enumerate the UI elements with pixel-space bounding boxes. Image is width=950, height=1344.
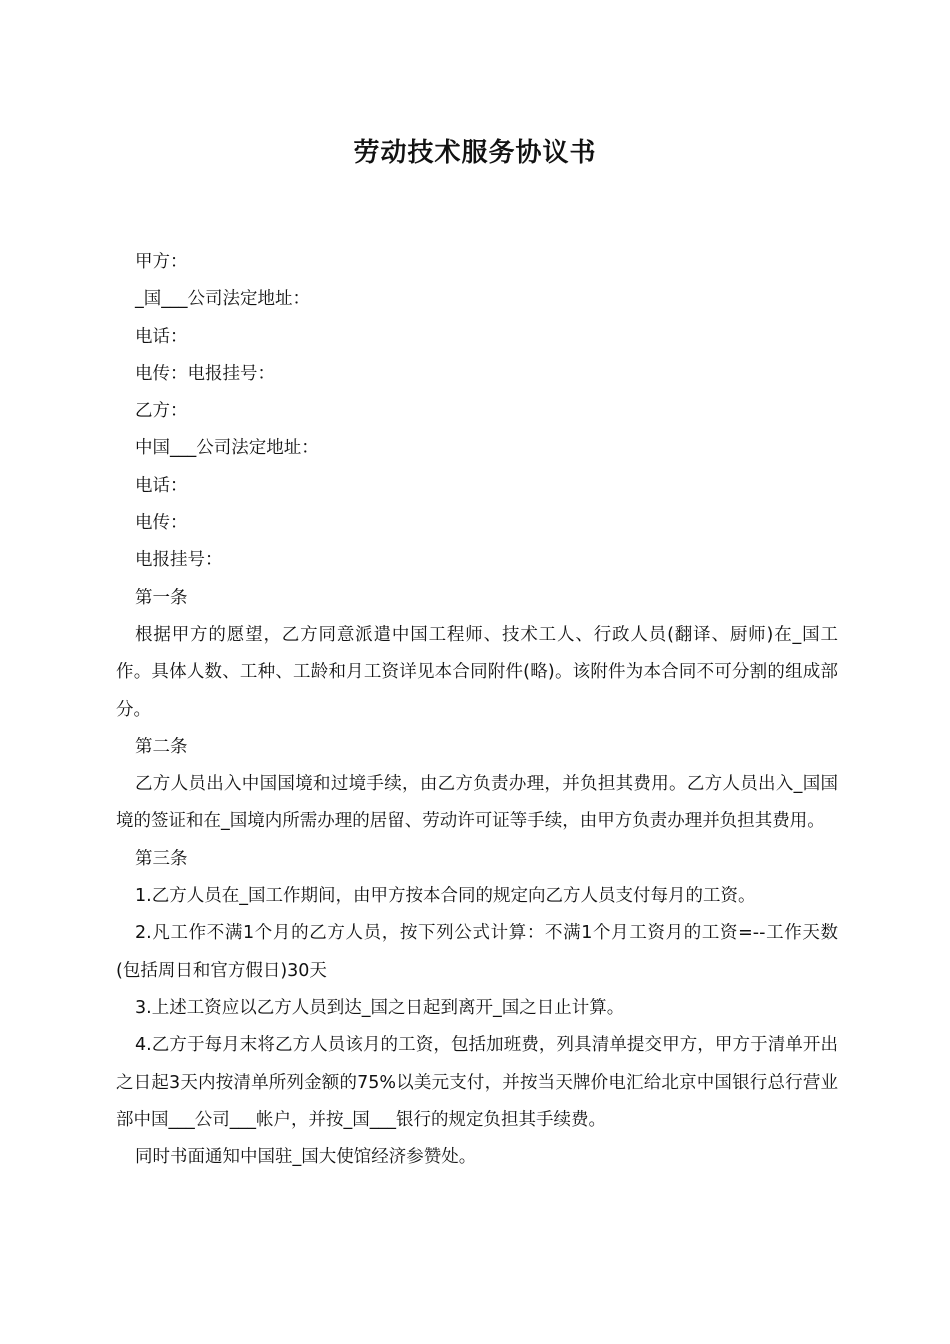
document-title: 劳动技术服务协议书 xyxy=(353,138,597,168)
document-body xyxy=(116,244,838,1176)
party-b-address: 中国___公司法定地址： xyxy=(135,438,319,459)
article-3-item-2: 2.凡工作不满1个月的乙方人员，按下列公式计算：不满1个月工资月的工资=--工作天数(包括周日和官方假日)30天 xyxy=(116,923,838,981)
party-a-phone: 电话： xyxy=(135,326,188,347)
article-2-heading: 第二条 xyxy=(135,736,188,757)
party-b-phone: 电话： xyxy=(135,475,188,496)
article-1-heading: 第一条 xyxy=(135,587,188,608)
party-b-cable: 电报挂号： xyxy=(135,550,223,571)
party-a-label: 甲方： xyxy=(135,252,188,272)
party-b-label: 乙方： xyxy=(135,401,188,422)
article-3-note: 同时书面通知中国驻_国大使馆经济参赞处。 xyxy=(135,1147,477,1168)
article-3-item-3: 3.上述工资应以乙方人员到达_国之日起到离开_国之日止计算。 xyxy=(135,997,625,1018)
party-a-telex: 电传：电报挂号： xyxy=(135,363,275,384)
article-3-item-4: 4.乙方于每月末将乙方人员该月的工资，包括加班费，列具清单提交甲方，甲方于清单开出之日起3天内按清单所列金额的75%以美元支付，并按当天牌价电汇给北京中国银行总行营业部中国___公司___帐户，并按_国___银行的规定负担其手续费。 xyxy=(116,1035,838,1130)
article-2-text: 乙方人员出入中国国境和过境手续，由乙方负责办理，并负担其费用。乙方人员出入_国国境的签证和在_国境内所需办理的居留、劳动许可证等手续，由甲方负责办理并负担其费用。 xyxy=(116,774,838,832)
party-b-telex: 电传： xyxy=(135,513,188,534)
article-3-heading: 第三条 xyxy=(135,848,188,869)
article-1-text: 根据甲方的愿望，乙方同意派遣中国工程师、技术工人、行政人员(翻译、厨师)在_国工作。具体人数、工种、工龄和月工资详见本合同附件(略)。该附件为本合同不可分割的组成部分。 xyxy=(116,624,838,720)
article-3-item-1: 1.乙方人员在_国工作期间，由甲方按本合同的规定向乙方人员支付每月的工资。 xyxy=(135,886,756,907)
party-a-address: _国___公司法定地址： xyxy=(135,289,310,310)
